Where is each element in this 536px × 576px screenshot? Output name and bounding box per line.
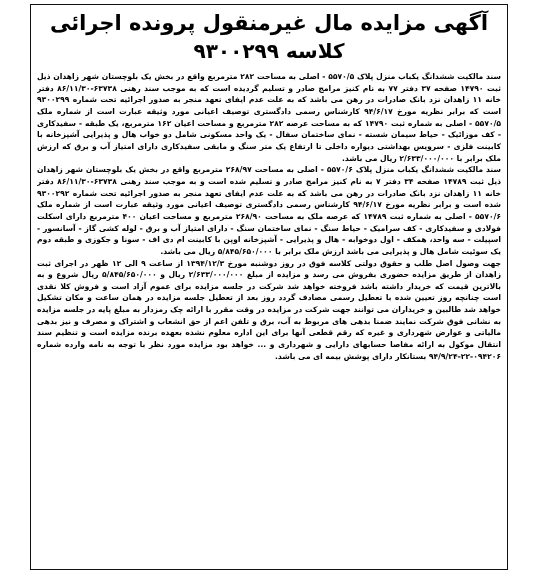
notice-subtitle: کلاسه ۹۳۰۰۲۹۹ — [193, 39, 345, 63]
paragraph-auction-terms: جهت وصول اصل طلب و حقوق دولتی کلاسه فوق در روز دوشنبه مورخ ۱۳۹۴/۱۲/۳ از ساعت ۹ الی ۱۲ ظهر در اجرای ثبت زاهدان از طریق مزایده حضوری بفروش می رسد و مزایده از مبلغ ۲/۶۳۳/۰۰۰/۰۰۰ ریال و ۵/۸۴۵/۶۵۰/۰۰۰ ریال شروع و به بالاترین قیمت که خریدار داشته باشد فروخته خواهد شد شرکت در جلسه مزایده برای عموم آزاد است و فروش کلا نقدی است چنانچه روز تعیین شده با تعطیل رسمی مصادف گردد روز بعد از تعطیل جلسه مزایده در همان ساعت و مکان تشکیل خواهد شد طالبین و خریداران می توانند جهت شرکت در مزایده در وقت مقرر با ارائه چک رمزدار به مبلغ پایه در جلسه مزایده به نشانی فوق شرکت نمایند ضمنا بدهی های مربوط به آب، برق و تلفن اعم از حق انشعاب و اشتراک و مصرف و نیز بدهی مالیاتی و عوارض شهرداری و غیره که رقم قطعی آنها برای این اداره معلوم نشده بعهده برنده مزایده است و تنظیم سند انتقال موکول به ارائه مفاصا حسابهای دارایی و شهرداری و ... خواهد بود مزایده مورد نظر با توجه به نامه وارده شماره ۰۹۴۲۰۶-۲۲-۹۴/۹/۲۴ بستانکار دارای پوشش بیمه ای می باشد. — [37, 258, 501, 361]
paragraph-property-2: سند مالکیت ششدانگ یکباب منزل پلاک ۵۵۷۰/۶ - اصلی به مساحت ۲۶۸/۹۷ مترمربع واقع در بخش یک بلوچستان شهر زاهدان ذیل ثبت ۱۴۷۸۹ صفحه ۳۴ دفتر ۷ به نام کنیز مرامج صادر و تسلیم شده است و به موجب سند رهنی ۶۳۷۳۸-۸۶/۱۱/۳۰ دفتر خانه ۱۱ زاهدان نزد بانک صادرات در رهن می باشد که به علت عدم ایفای تعهد منجر به صدور اجرائیه تحت شماره ۹۳۰۰۲۹۲ شده است و برابر نظریه مورخ ۹۴/۶/۱۷ کارشناس رسمی دادگستری توصیف اعیانی مورد وثیقه عبارت است از شماره ملک ۵۵۷۰/۶ - اصلی به شماره ثبت ۱۴۷۸۹ که عرصه ملک به مساحت ۲۶۸/۹۰ مترمربع و مساحت اعیان ۴۰۰ مترمربع دارای اسکلت فولادی و سفیدکاری - کف سرامیک - حیاط سنگ - نمای ساختمان سنگ - دارای امتیاز آب و برق - لوله کشی گاز - آسانسور - اسپیلت - سه واحد، همکف - اول دوخوابه - هال و پذیرایی - آشپزخانه اوپن با کابینت ام دی اف - سونا و جکوزی و طبقه دوم یک سوئیت شامل هال و پذیرایی می باشد ارزش ملک برابر با ۵/۸۴۵/۶۵۰/۰۰۰ ریال می باشد. — [37, 165, 501, 256]
paragraph-property-1: سند مالکیت ششدانگ یکباب منزل پلاک ۵۵۷۰/۵ - اصلی به مساحت ۲۸۲ مترمربع واقع در بخش یک بلوچستان شهر زاهدان ذیل ثبت ۱۴۷۹۰ صفحه ۳۷ دفتر ۷۷ به نام کنیز مرامج صادر و تسلیم گردیده است که به موجب سند رهنی ۶۳۷۳۸-۸۶/۱۱/۳۰ دفتر خانه ۱۱ زاهدان نزد بانک صادرات در رهن می باشد که به علت عدم ایفای تعهد منجر به صدور اجرائیه تحت شماره ۹۳۰۰۲۹۹ است که برابر نظریه مورخ ۹۴/۶/۱۷ کارشناس رسمی دادگستری توصیف اعیانی مورد وثیقه عبارت است از شماره ملک ۵۵۷۰/۵ - اصلی به شماره ثبت ۱۴۷۹۰ که به مساحت عرصه ۲۸۲ مترمربع و مساحت اعیان ۱۶۲ مترمربع، یک طبقه - سفیدکاری - کف موزائیک - حیاط سیمان شسته - نمای ساختمان سفال - یک واحد مسکونی شامل دو خواب هال و پذیرایی آشپزخانه با کابینت فلزی - سرویس بهداشتی دیواره داخلی تا ارتفاع یک متر سنگ و مابقی سفیدکاری دارای امتیاز آب و برق که ارزش ملک برابر با ۲/۶۳۳/۰۰۰/۰۰۰ ریال می باشد. — [37, 72, 501, 163]
notice-frame — [30, 4, 508, 570]
notice-body — [37, 71, 501, 563]
notice-title: آگهی مزایده مال غیرمنقول پرونده اجرائی — [49, 11, 489, 35]
